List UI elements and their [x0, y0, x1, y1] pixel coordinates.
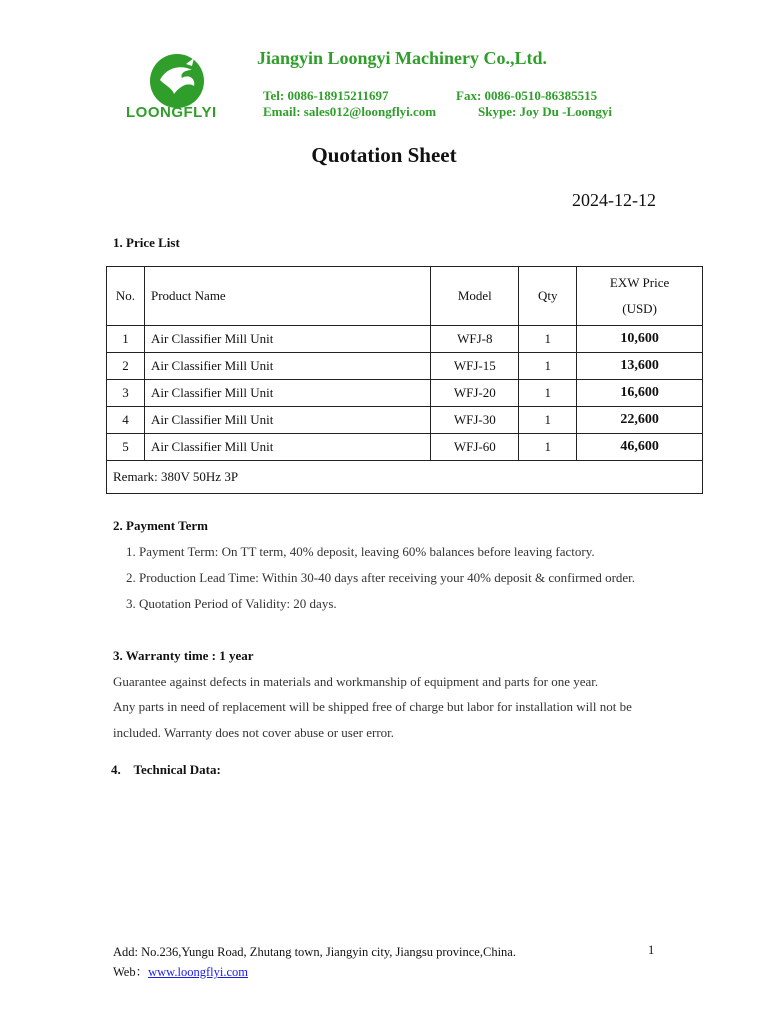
price-table: [106, 266, 703, 494]
row-model: WFJ-8: [431, 326, 519, 353]
header-price-line1: EXW Price: [609, 275, 670, 290]
website-link[interactable]: www.loongflyi.com: [148, 965, 248, 979]
fax-text: Fax: 0086-0510-86385515: [456, 88, 598, 103]
row-price: 10,600: [577, 326, 703, 353]
row-no: 4: [107, 407, 145, 434]
header-product: Product Name: [144, 267, 430, 326]
row-qty: 1: [519, 407, 577, 434]
price-list-heading: 1. Price List: [113, 235, 180, 250]
logo-text: LOONGFLYI: [126, 104, 217, 121]
company-name: Jiangyin Loongyi Machinery Co.,Ltd.: [257, 48, 548, 68]
row-product: Air Classifier Mill Unit: [144, 407, 430, 434]
row-qty: 1: [519, 380, 577, 407]
email-text: Email: sales012@loongflyi.com: [263, 104, 437, 119]
table-row: [107, 380, 703, 407]
row-price: 46,600: [577, 434, 703, 461]
row-model: WFJ-30: [431, 407, 519, 434]
header-price: [577, 267, 703, 326]
footer-address: Add: No.236,Yungu Road, Zhutang town, Jiangyin city, Jiangsu province,China.: [113, 945, 516, 959]
header-qty: Qty: [519, 267, 577, 326]
row-no: 2: [107, 353, 145, 380]
footer-web-label: Web：: [113, 965, 149, 979]
row-product: Air Classifier Mill Unit: [144, 353, 430, 380]
page-number: 1: [648, 943, 655, 957]
payment-item: 1. Payment Term: On TT term, 40% deposit, leaving 60% balances before leaving factory.: [126, 544, 595, 559]
page-title: Quotation Sheet: [311, 143, 457, 167]
row-product: Air Classifier Mill Unit: [144, 434, 430, 461]
table-header-row: [107, 267, 703, 326]
row-no: 5: [107, 434, 145, 461]
table-row: [107, 353, 703, 380]
row-no: 1: [107, 326, 145, 353]
row-product: Air Classifier Mill Unit: [144, 326, 430, 353]
row-no: 3: [107, 380, 145, 407]
table-remark-row: [107, 461, 703, 494]
header-model: Model: [431, 267, 519, 326]
row-price: 13,600: [577, 353, 703, 380]
row-qty: 1: [519, 326, 577, 353]
row-qty: 1: [519, 353, 577, 380]
payment-heading: 2. Payment Term: [113, 518, 208, 533]
payment-item: 2. Production Lead Time: Within 30-40 days after receiving your 40% deposit & confirmed order.: [126, 570, 636, 585]
remark-text: Remark: 380V 50Hz 3P: [107, 461, 703, 494]
warranty-line: included. Warranty does not cover abuse or user error.: [113, 725, 395, 740]
table-row: [107, 407, 703, 434]
row-price: 22,600: [577, 407, 703, 434]
tel-text: Tel: 0086-18915211697: [263, 88, 389, 103]
row-product: Air Classifier Mill Unit: [144, 380, 430, 407]
company-logo: [122, 50, 232, 128]
header-no: No.: [107, 267, 145, 326]
skype-text: Skype: Joy Du -Loongyi: [478, 104, 612, 119]
header-price-line2: (USD): [622, 301, 657, 316]
dragon-logo-icon: [122, 50, 232, 110]
row-qty: 1: [519, 434, 577, 461]
row-model: WFJ-20: [431, 380, 519, 407]
row-model: WFJ-15: [431, 353, 519, 380]
payment-item: 3. Quotation Period of Validity: 20 days.: [126, 596, 337, 611]
footer-web: [113, 962, 248, 980]
warranty-line: Guarantee against defects in materials and workmanship of equipment and parts for one year.: [113, 674, 599, 689]
technical-heading: 4. Technical Data:: [111, 762, 221, 777]
row-price: 16,600: [577, 380, 703, 407]
quotation-date: 2024-12-12: [572, 190, 656, 210]
warranty-heading: 3. Warranty time : 1 year: [113, 648, 254, 663]
warranty-line: Any parts in need of replacement will be shipped free of charge but labor for installation will not be: [113, 699, 632, 714]
table-row: [107, 434, 703, 461]
row-model: WFJ-60: [431, 434, 519, 461]
table-row: [107, 326, 703, 353]
